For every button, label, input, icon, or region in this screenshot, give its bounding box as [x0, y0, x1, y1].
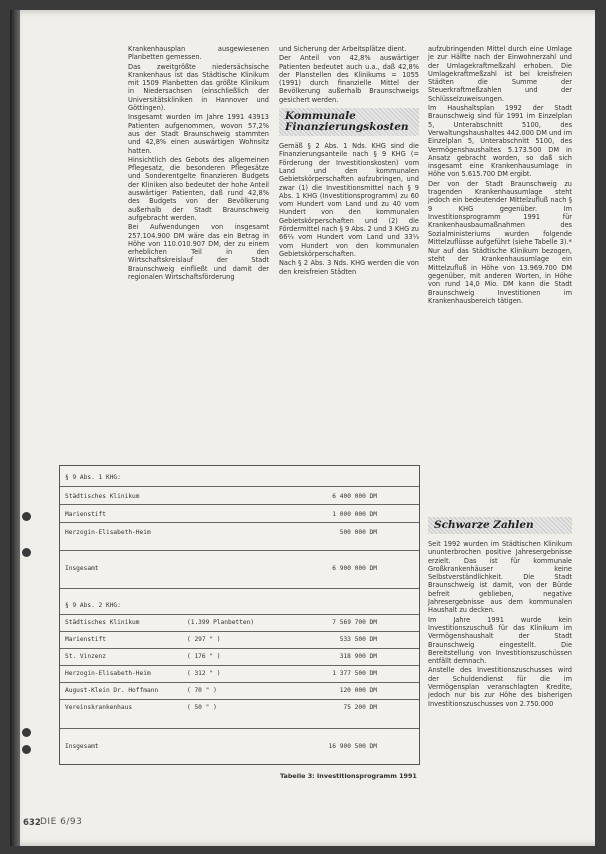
- paragraph: Nach § 2 Abs. 3 Nds. KHG werden die von den kreisfreien Städten: [279, 259, 419, 276]
- paragraph: Im Jahre 1991 wurde kein Investitionszuschuß für das Klinikum im Vermögenshaushalt der Stadt Braunschweig eingestellt. Die Bereitstellung von Investitionszuschüssen entfällt demnach.: [428, 615, 572, 666]
- paragraph: Nur auf das Städtische Klinikum bezogen, steht der Krankenhausumlage ein Mittelzufluß in Höhe von 13.969.700 DM gegenüber, mit anderen Worten, in Höhe von rund 14,0 Mio. DM kann die Stadt Braunschweig Investitionen im Krankenhausbereich tätigen.: [428, 247, 572, 305]
- paragraph: und Sicherung der Arbeitsplätze dient.: [279, 45, 407, 53]
- punch-hole-icon: [22, 745, 31, 754]
- table-row: Städtisches Klinikum (1.399 Planbetten) 7 569 700 DM: [65, 619, 377, 626]
- table-divider: [60, 550, 419, 551]
- punch-hole-icon: [22, 548, 31, 557]
- table-divider: [60, 504, 419, 505]
- table-section-header: § 9 Abs. 2 KHG:: [65, 602, 121, 609]
- text-column-1: [128, 45, 269, 282]
- page-number: 632: [23, 818, 41, 828]
- text-column-3: [428, 45, 572, 306]
- paragraph: Insgesamt wurden im Jahre 1991 43913 Patienten aufgenommen, wovon 57,2% aus der Stadt Braunschweig stammten und 42,8% einen auswärtigen Wohnsitz hatten.: [128, 113, 269, 155]
- table-row: Herzogin-Elisabeth-Heim 500 000 DM: [65, 529, 377, 536]
- paragraph: Anstelle des Investitionszuschusses wird der Schuldendienst für die im Vermögensplan veranschlagten Kredite, jedoch nur bis zur Höhe des bisherigen Investitionszuschusses von 2.750.000: [428, 666, 572, 708]
- table-divider: [60, 486, 419, 487]
- issue-label: DIE 6/93: [40, 817, 83, 827]
- paragraph: Hinsichtlich des Gebots des allgemeinen Pflegesatz, die besonderen Pflegesätze und Sonderentgelte finanzieren Budgets der Kliniken also bedeutet der hohe Anteil auswärtiger Patienten, daß rund 42,8% des Budgets von der Bevölkerung außerhalb der Stadt Braunschweig aufgebracht werden.: [128, 155, 269, 222]
- table-row: Herzogin-Elisabeth-Heim ( 312 " ) 1 377 500 DM: [65, 670, 377, 677]
- table-row: Marienstift ( 297 " ) 533 500 DM: [65, 636, 377, 643]
- paragraph: Der von der Stadt Braunschweig zu tragenden Krankenhausumlage steht jedoch ein bedeutender Mittelzufluß nach § 9 KHG gegenüber. Im Investitionsprogramm 1991 für Krankenhausbaumaßnahmen des Sozialministeriums wurden folgende Mittelzuflüsse aufgeführt (siehe Tabelle 3).*: [428, 179, 572, 246]
- text-column-2: [279, 45, 419, 277]
- section-heading: Kommunale Finanzierungskosten: [279, 108, 419, 136]
- paragraph: aufzubringenden Mittel durch eine Umlage je zur Hälfte nach der Einwohnerzahl und der Umlagekraftmeßzahl erhoben. Die Umlagekraftmeßzahl ist bei kreisfreien Städten die Summe der Steuerkraftmeßzahlen und der Schlüsselzuweisungen.: [428, 45, 572, 103]
- text-column-3-lower: [428, 513, 572, 709]
- paragraph: Der Anteil von 42,8% auswärtiger Patienten bedeutet auch u.a., daß 42,8% der Planstellen des Klinikums = 1055 (1991) durch finanzielle Mittel der Bevölkerung außerhalb Braunschweigs gesichert werden.: [279, 54, 419, 104]
- table-divider: [60, 682, 419, 683]
- table-total-row: Insgesamt 16 900 500 DM: [65, 743, 377, 750]
- table-row: August-Klein Dr. Hoffmann ( 70 " ) 120 000 DM: [65, 687, 377, 694]
- table-divider: [60, 522, 419, 523]
- table-row: Vereinskrankenhaus ( 50 " ) 75 200 DM: [65, 704, 377, 711]
- table-divider: [60, 631, 419, 632]
- table-divider: [60, 614, 419, 615]
- table-caption: Tabelle 3: Investitionsprogramm 1991: [280, 772, 417, 780]
- section-heading: Schwarze Zahlen: [428, 517, 572, 534]
- paragraph: Krankenhausplan ausgewiesenen Planbetten gemessen.: [128, 45, 269, 62]
- table-section-header: § 9 Abs. 1 KHG:: [65, 474, 121, 481]
- table-divider: [60, 699, 419, 700]
- table-row: Marienstift 1 000 000 DM: [65, 511, 377, 518]
- table-divider: [60, 665, 419, 666]
- paragraph: Im Haushaltsplan 1992 der Stadt Braunschweig sind für 1991 im Einzelplan 5, Unterabschnitt 5100, des Verwaltungshaushaltes 442.000 DM und im Einzelplan 5, Unterabschnitt 5100, des Vermögenshaushaltes 5.173.500 DM in Ansatz gebracht worden, so daß sich insgesamt eine Krankenhausumlage in Höhe von 5.615.700 DM ergibt.: [428, 104, 572, 179]
- punch-hole-icon: [22, 728, 31, 737]
- paragraph: Seit 1992 wurden im Städtischen Klinikum ununterbrochen positive Jahresergebnisse erzielt. Das ist für kommunale Großkrankenhäuser keine Selbstverständlichkeit. Die Stadt Braunschweig ist damit, von der Bürde befreit geblieben, negative Jahresergebnisse aus dem kommunalen Haushalt zu decken.: [428, 540, 572, 615]
- table-row: Städtisches Klinikum 6 400 000 DM: [65, 493, 377, 500]
- paragraph: Gemäß § 2 Abs. 1 Nds. KHG sind die Finanzierungsanteile nach § 9 KHG (= Förderung der Investitionskosten) vom Land und den kommunalen Gebietskörperschaften aufzubringen, und zwar (1) die Investitionsmittel nach § 9 Abs. 1 KHG (Investitionsprogramm) zu 60 vom Hundert vom Land und zu 40 vom Hundert von den kommunalen Gebietskörperschaften und (2) die Fördermittel nach § 9 Abs. 2 und 3 KHG zu 66⅔ vom Hundert vom Land und 33⅓ vom Hundert von den kommunalen Gebietskörperschaften.: [279, 142, 419, 258]
- table-row: St. Vinzenz ( 176 " ) 318 900 DM: [65, 653, 377, 660]
- table-divider: [60, 648, 419, 649]
- table-subtotal-row: Insgesamt 6 900 000 DM: [65, 565, 377, 572]
- paragraph: Das zweitgrößte niedersächsische Krankenhaus ist das Städtische Klinikum mit 1509 Planbetten das größte Klinikum in Niedersachsen (einschließlich der Universitätskliniken in Hannover und Göttingen).: [128, 62, 269, 113]
- investment-table: [59, 465, 420, 765]
- punch-hole-icon: [22, 512, 31, 521]
- table-divider: [60, 728, 419, 729]
- binding-edge: [10, 10, 20, 846]
- paragraph: Bei Aufwendungen von insgesamt 257.104.900 DM wäre das ein Betrag in Höhe von 110.010.907 DM, der zu einem erheblichen Teil in den Wirtschaftskreislauf der Stadt Braunschweig einfließt und damit der regionalen Wirtschaftsförderung: [128, 223, 269, 282]
- table-divider: [60, 588, 419, 589]
